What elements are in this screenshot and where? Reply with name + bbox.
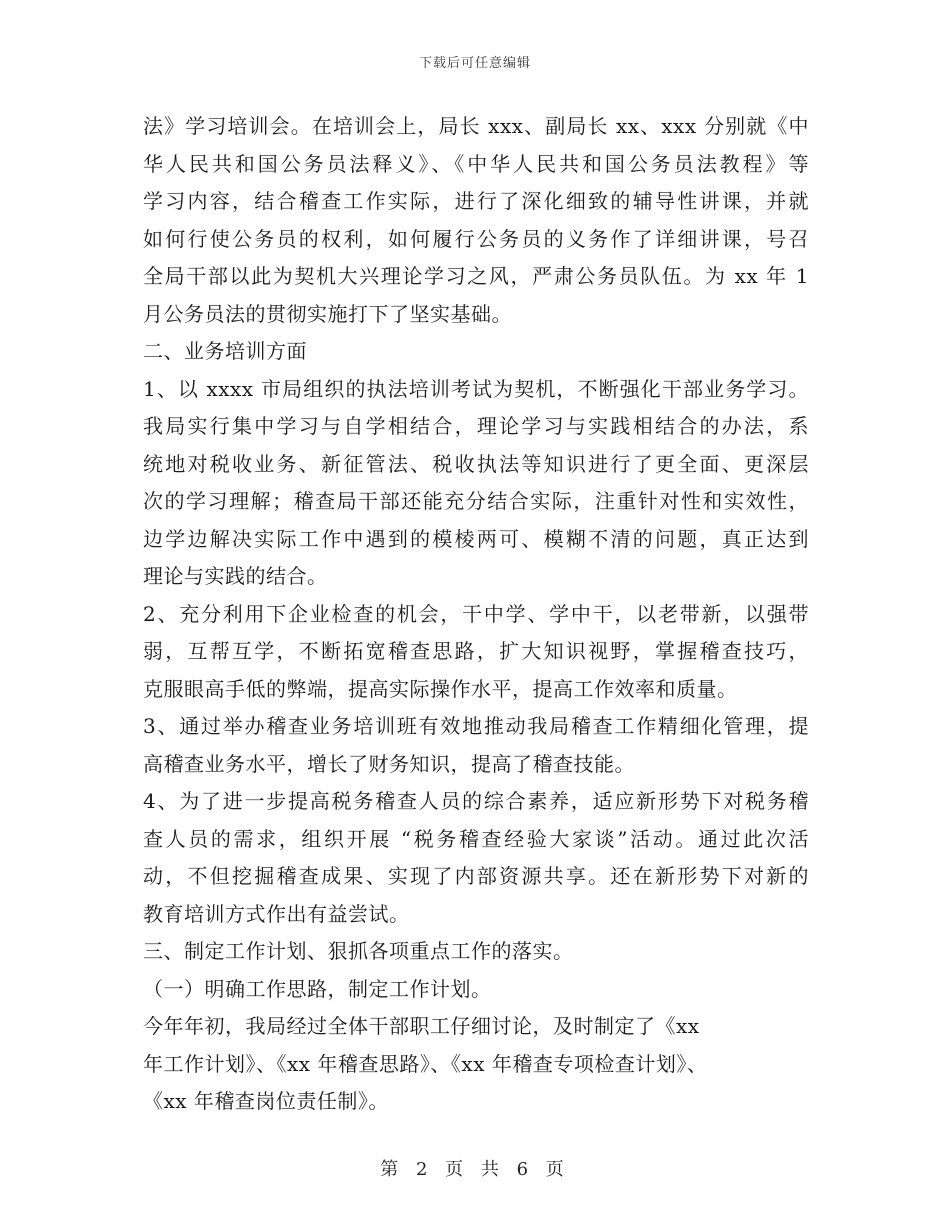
text-line: 查人员的需求，组织开展 “税务稽查经验大家谈”活动。通过此次活: [143, 826, 809, 851]
document-body: [143, 110, 809, 1123]
text-line: 统地对税收业务、新征管法、税收执法等知识进行了更全面、更深层: [143, 451, 809, 476]
text-line: 三、制定工作计划、狠抓各项重点工作的落实。: [143, 939, 574, 963]
page-header-note: 下载后可任意编辑: [418, 56, 531, 71]
text-line: 理论与实践的结合。: [143, 564, 328, 588]
text-line: 华人民共和国公务员法释义》、《中华人民共和国公务员法教程》等: [143, 151, 809, 176]
text-line: （一）明确工作思路，制定工作计划。: [143, 976, 492, 1001]
text-line: 月公务员法的贯彻实施打下了坚实基础。: [143, 301, 512, 326]
text-line: 4、为了进一步提高税务稽查人员的综合素养，适应新形势下对税务稽: [143, 789, 809, 813]
text-line: 法》学习培训会。在培训会上，局长 xxx、副局长 xx、xxx 分别就《中: [143, 114, 809, 138]
text-line: 克服眼高手低的弊端，提高实际操作水平，提高工作效率和质量。: [143, 676, 738, 701]
text-line: 二、业务培训方面: [143, 339, 307, 363]
text-line: 1、以 xxxx 市局组织的执法培训考试为契机，不断强化干部业务学习。: [143, 376, 809, 401]
text-line: 学习内容，结合稽查工作实际，进行了深化细致的辅导性讲课，并就: [143, 189, 809, 213]
text-line: 弱，互帮互学，不断拓宽稽查思路，扩大知识视野，掌握稽查技巧，: [143, 639, 809, 663]
text-line: 边学边解决实际工作中遇到的模棱两可、模糊不清的问题，真正达到: [143, 526, 809, 551]
page-number-footer: 第 2 页 共 6 页: [380, 1159, 570, 1180]
text-line: 高稽查业务水平，增长了财务知识，提高了稽查技能。: [143, 751, 635, 776]
text-line: 2、充分利用下企业检查的机会，干中学、学中干，以老带新，以强带: [143, 601, 809, 626]
text-line: 我局实行集中学习与自学相结合，理论学习与实践相结合的办法，系: [143, 414, 809, 438]
text-line: 动，不但挖掘稽查成果、实现了内部资源共享。还在新形势下对新的: [143, 864, 809, 888]
text-line: 今年年初，我局经过全体干部职工仔细讨论，及时制定了《xx: [143, 1014, 700, 1038]
text-line: 全局干部以此为契机大兴理论学习之风，严肃公务员队伍。为 xx 年 1: [143, 264, 809, 288]
text-line: 《xx 年稽查岗位责任制》。: [143, 1089, 389, 1113]
text-line: 如何行使公务员的权利，如何履行公务员的义务作了详细讲课，号召: [143, 226, 809, 251]
text-line: 教育培训方式作出有益尝试。: [143, 901, 410, 926]
text-line: 年工作计划》、《xx 年稽查思路》、《xx 年稽查专项检查计划》、: [143, 1051, 708, 1076]
text-line: 3、通过举办稽查业务培训班有效地推动我局稽查工作精细化管理，提: [143, 714, 809, 738]
text-line: 次的学习理解；稽查局干部还能充分结合实际，注重针对性和实效性，: [143, 489, 809, 513]
